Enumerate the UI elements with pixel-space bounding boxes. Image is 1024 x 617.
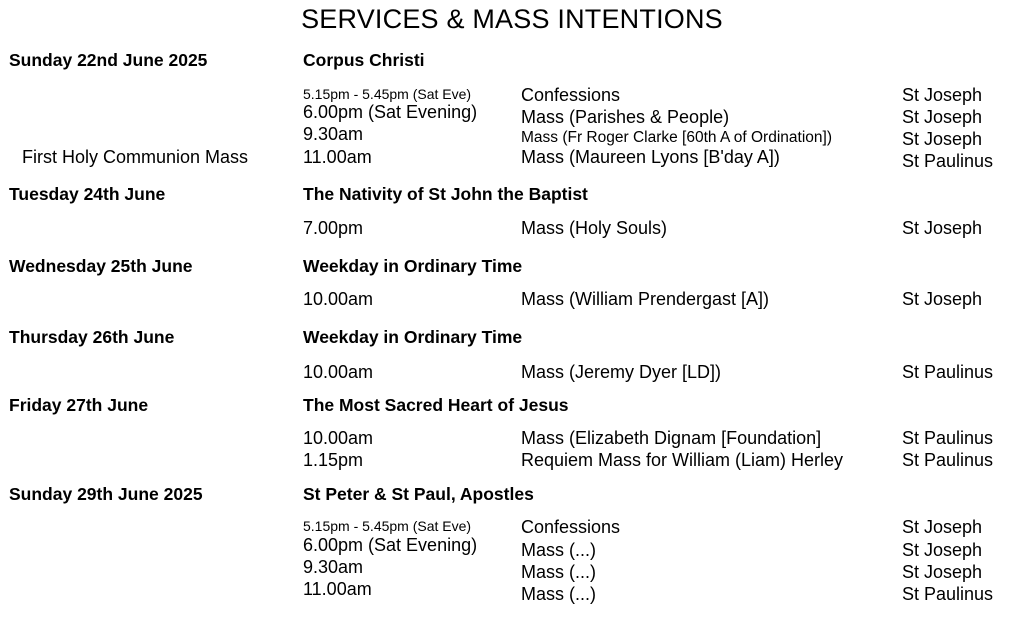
service-church: St Paulinus — [902, 584, 994, 604]
feast-heading: Corpus Christi — [303, 50, 425, 70]
service-church: St Joseph — [902, 562, 983, 582]
service-church: St Paulinus — [902, 450, 994, 470]
service-church: St Joseph — [902, 540, 983, 560]
service-description: Mass (...) — [521, 562, 596, 582]
service-description: Mass (Parishes & People) — [521, 107, 730, 127]
service-church: St Joseph — [902, 107, 983, 127]
service-church: St Joseph — [902, 129, 983, 149]
feast-heading: Weekday in Ordinary Time — [303, 327, 523, 347]
day-heading: Thursday 26th June — [9, 327, 175, 347]
feast-heading: The Nativity of St John the Baptist — [303, 184, 588, 204]
page-title: SERVICES & MASS INTENTIONS — [301, 4, 723, 34]
service-time: 7.00pm — [303, 218, 364, 238]
service-time: 5.15pm - 5.45pm (Sat Eve) — [303, 518, 472, 534]
service-time: 6.00pm (Sat Evening) — [303, 102, 478, 122]
service-description: Mass (...) — [521, 584, 596, 604]
day-heading: Friday 27th June — [9, 395, 149, 415]
day-heading: Wednesday 25th June — [9, 256, 193, 276]
feast-heading: The Most Sacred Heart of Jesus — [303, 395, 569, 415]
service-description: Mass (Holy Souls) — [521, 218, 668, 238]
service-church: St Joseph — [902, 289, 983, 309]
service-description: Mass (Jeremy Dyer [LD]) — [521, 362, 722, 382]
feast-heading: Weekday in Ordinary Time — [303, 256, 523, 276]
service-church: St Joseph — [902, 218, 983, 238]
service-description: Confessions — [521, 517, 621, 537]
service-time: 9.30am — [303, 557, 364, 577]
day-heading: Sunday 29th June 2025 — [9, 484, 203, 504]
service-description: Requiem Mass for William (Liam) Herley — [521, 450, 844, 470]
service-description: Mass (William Prendergast [A]) — [521, 289, 770, 309]
service-church: St Paulinus — [902, 151, 994, 171]
day-heading: Sunday 22nd June 2025 — [9, 50, 208, 70]
service-note: First Holy Communion Mass — [22, 147, 249, 167]
service-description: Mass (Elizabeth Dignam [Foundation] — [521, 428, 822, 448]
service-time: 5.15pm - 5.45pm (Sat Eve) — [303, 86, 472, 102]
service-description: Confessions — [521, 85, 621, 105]
service-church: St Paulinus — [902, 428, 994, 448]
service-time: 10.00am — [303, 428, 374, 448]
service-description: Mass (Maureen Lyons [B'day A]) — [521, 147, 780, 167]
service-church: St Joseph — [902, 517, 983, 537]
service-time: 6.00pm (Sat Evening) — [303, 535, 478, 555]
day-heading: Tuesday 24th June — [9, 184, 166, 204]
service-description: Mass (...) — [521, 540, 596, 560]
service-church: St Joseph — [902, 85, 983, 105]
feast-heading: St Peter & St Paul, Apostles — [303, 484, 534, 504]
service-church: St Paulinus — [902, 362, 994, 382]
service-time: 1.15pm — [303, 450, 364, 470]
service-time: 11.00am — [303, 579, 372, 599]
service-description: Mass (Fr Roger Clarke [60th A of Ordination]) — [521, 129, 832, 146]
service-time: 11.00am — [303, 147, 372, 167]
service-time: 10.00am — [303, 362, 374, 382]
service-time: 9.30am — [303, 124, 364, 144]
service-time: 10.00am — [303, 289, 374, 309]
